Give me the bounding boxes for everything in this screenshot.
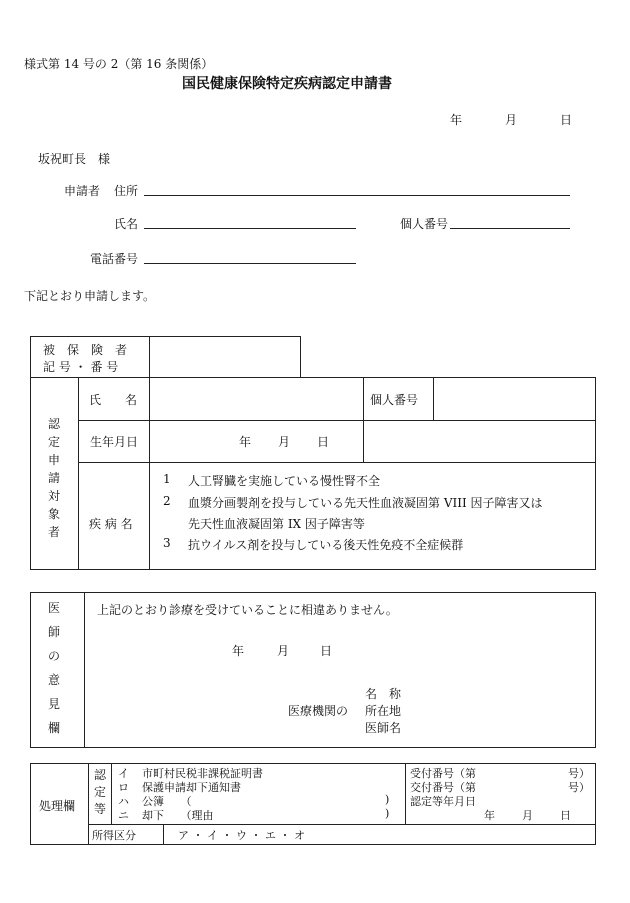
processing-label: 処理欄 bbox=[39, 799, 76, 813]
disease-3-num: 3 bbox=[163, 536, 171, 550]
request-statement: 下記とおり申請します。 bbox=[24, 289, 156, 303]
disease-label: 疾 病 名 bbox=[89, 517, 133, 531]
name-field[interactable] bbox=[144, 228, 356, 229]
disease-1-num: 1 bbox=[163, 472, 171, 486]
birth-day: 日 bbox=[317, 435, 330, 449]
disease-2-num: 2 bbox=[163, 494, 171, 508]
disease-3-text: 抗ウイルス剤を投与している後天性免疫不全症候群 bbox=[188, 538, 464, 552]
doctor-date-month: 月 bbox=[277, 644, 290, 658]
doctor-date-day: 日 bbox=[320, 644, 333, 658]
income-category-label: 所得区分 bbox=[92, 829, 136, 842]
institution-address-label: 所在地 bbox=[365, 704, 402, 718]
item-ha-text: 公簿 （ bbox=[142, 795, 192, 808]
cert-date-month: 月 bbox=[522, 809, 533, 822]
date-day-label: 日 bbox=[560, 113, 573, 127]
applicant-label: 申請者 bbox=[64, 184, 101, 198]
certification-date-label: 認定等年月日 bbox=[410, 795, 476, 808]
reception-number-suffix: 号） bbox=[568, 767, 590, 780]
disease-2-text: 血漿分画製剤を投与している先天性血液凝固第 VIII 因子障害又は bbox=[188, 496, 543, 510]
date-year-label: 年 bbox=[450, 113, 463, 127]
item-ni-close: ) bbox=[385, 807, 390, 820]
name-label: 氏名 bbox=[114, 217, 139, 231]
delivery-number-suffix: 号） bbox=[568, 781, 590, 794]
target-person-label: 認 定 申 請 対 象 者 bbox=[47, 417, 60, 539]
page-title: 国民健康保険特定疾病認定申請書 bbox=[182, 76, 392, 92]
certification-label: 認 定 等 bbox=[93, 768, 106, 816]
cert-date-day: 日 bbox=[560, 809, 571, 822]
insured-label: 被 保 険 者 bbox=[43, 343, 128, 357]
item-ni-text: 却下 （理由 bbox=[142, 809, 214, 822]
item-ha-mark: ハ bbox=[118, 795, 129, 808]
item-ha-close: ) bbox=[385, 793, 390, 806]
address-label: 住所 bbox=[114, 184, 139, 198]
phone-label: 電話番号 bbox=[90, 252, 139, 266]
my-number-label: 個人番号 bbox=[400, 217, 449, 231]
institution-name-label: 名 称 bbox=[365, 687, 402, 701]
birth-month: 月 bbox=[278, 435, 291, 449]
doctor-statement: 上記のとおり診療を受けていることに相違ありません。 bbox=[97, 603, 398, 617]
item-ni-mark: ニ bbox=[118, 809, 129, 822]
item-ro-text: 保護申請却下通知書 bbox=[142, 781, 241, 794]
form-number: 様式第 14 号の 2（第 16 条関係） bbox=[24, 57, 214, 71]
delivery-number-label: 交付番号（第 bbox=[410, 781, 476, 794]
birth-date-label: 生年月日 bbox=[90, 435, 139, 449]
phone-field[interactable] bbox=[144, 263, 356, 264]
cert-date-year: 年 bbox=[484, 809, 495, 822]
reception-number-label: 受付番号（第 bbox=[410, 767, 476, 780]
target-name-field[interactable] bbox=[153, 381, 359, 417]
item-i-mark: イ bbox=[118, 767, 129, 780]
date-month-label: 月 bbox=[505, 113, 518, 127]
income-category-options: ア ・ イ ・ ウ ・ エ ・ オ bbox=[178, 829, 305, 842]
target-name-label: 氏 名 bbox=[89, 393, 138, 407]
target-my-number-field[interactable] bbox=[437, 381, 592, 417]
disease-1-text: 人工腎臓を実施している慢性腎不全 bbox=[188, 474, 381, 488]
doctor-name-label: 医師名 bbox=[365, 721, 402, 735]
disease-2-text-cont: 先天性血液凝固第 IX 因子障害等 bbox=[188, 517, 365, 531]
insured-number-field[interactable] bbox=[152, 340, 298, 374]
birth-year: 年 bbox=[239, 435, 252, 449]
address-field[interactable] bbox=[144, 195, 570, 196]
doctor-date-year: 年 bbox=[232, 644, 245, 658]
item-i-text: 市町村民税非課税証明書 bbox=[142, 767, 263, 780]
my-number-field[interactable] bbox=[450, 228, 570, 229]
institution-label: 医療機関の bbox=[288, 704, 349, 718]
target-my-number-label: 個人番号 bbox=[370, 393, 419, 407]
item-ro-mark: ロ bbox=[118, 781, 129, 794]
addressee: 坂祝町長 様 bbox=[38, 152, 111, 166]
doctor-opinion-label: 医 師 の 意 見 欄 bbox=[47, 601, 60, 735]
insured-number-label: 記 号 ・ 番 号 bbox=[43, 360, 119, 374]
